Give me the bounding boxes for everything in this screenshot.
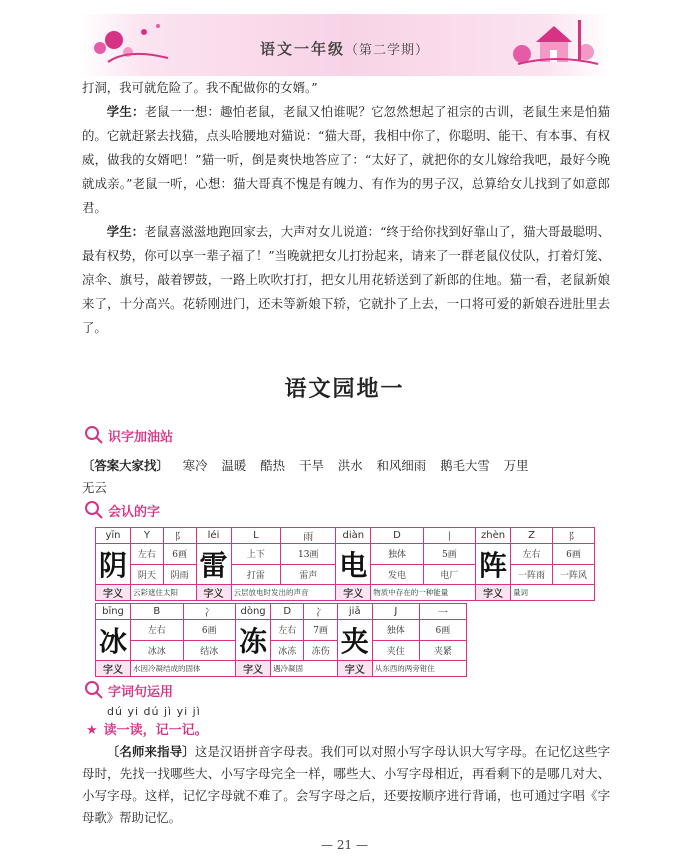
header-main: 语文一年级 bbox=[259, 40, 345, 58]
header-title bbox=[0, 38, 689, 59]
char-pinyin: jiā bbox=[337, 604, 372, 620]
char-word: 阴雨 bbox=[163, 564, 196, 585]
char-word: 冰冰 bbox=[131, 640, 184, 661]
char-letter: B bbox=[131, 604, 184, 620]
meaning-label: 字义 bbox=[96, 585, 131, 601]
guide-paragraph bbox=[82, 741, 610, 829]
char-word: 一阵雨 bbox=[511, 564, 553, 585]
story-para2 bbox=[82, 220, 610, 340]
char-radical: 阝 bbox=[163, 528, 196, 544]
char-strokes: 13画 bbox=[281, 544, 336, 565]
page-number: — 21 — bbox=[321, 838, 368, 852]
char-word: 发电 bbox=[371, 564, 423, 585]
char-pinyin: zhèn bbox=[476, 528, 511, 544]
char-structure: 左右 bbox=[131, 620, 184, 641]
char-word: 阴天 bbox=[131, 564, 164, 585]
character-table-row2 bbox=[95, 603, 467, 677]
answer-word: 和风细雨 bbox=[376, 458, 427, 473]
subhead-recognize bbox=[84, 500, 160, 520]
char-meaning: 量词 bbox=[511, 585, 595, 601]
char-word: 电厂 bbox=[423, 564, 475, 585]
answer-word: 洪水 bbox=[337, 458, 363, 473]
char-letter: L bbox=[231, 528, 281, 544]
character-table-row1 bbox=[95, 527, 595, 601]
speaker-label: 学生： bbox=[106, 104, 145, 119]
subhead-label: 会认的字 bbox=[108, 504, 161, 520]
char-glyph: 雷 bbox=[196, 544, 231, 585]
char-glyph: 冰 bbox=[96, 620, 131, 661]
meaning-label: 字义 bbox=[337, 661, 372, 677]
meaning-label: 字义 bbox=[336, 585, 371, 601]
char-letter: D bbox=[371, 528, 423, 544]
char-letter: J bbox=[372, 604, 419, 620]
answer-word-tail: 无云 bbox=[82, 480, 107, 495]
char-word: 雷声 bbox=[281, 564, 336, 585]
char-letter: Z bbox=[511, 528, 553, 544]
char-strokes: 6画 bbox=[183, 620, 236, 641]
char-glyph: 电 bbox=[336, 544, 371, 585]
header-subtitle: （第二学期） bbox=[345, 43, 430, 58]
teacher-guide bbox=[82, 741, 610, 829]
char-radical: 冫 bbox=[304, 604, 337, 620]
answer-word: 温暖 bbox=[221, 458, 247, 473]
char-strokes: 6画 bbox=[163, 544, 196, 565]
guide-text: 这是汉语拼音字母表。我们可以对照小写字母认识大写字母。在记忆这些字母时，先找一找哪些大、小写字母完全一样，哪些大、小写字母相近，再看剩下的是哪几对大、小写字母。这样，记忆字母就不难了。会写字母之后，还要按顺序进行背诵，也可通过字唱《字母歌》帮助记忆。 bbox=[82, 744, 611, 825]
answer-word: 干旱 bbox=[299, 458, 324, 473]
exercise-text: 读一读，记一记。 bbox=[103, 723, 208, 738]
char-letter: D bbox=[271, 604, 304, 620]
story-text bbox=[82, 76, 610, 340]
char-strokes: 6画 bbox=[553, 544, 595, 565]
story-para1-text: 老鼠一一想：趣怕老鼠，老鼠又怕谁呢？它忽然想起了祖宗的古训，老鼠生来是怕猫的。它就赶紧去找猫，点头哈腰地对猫说：“猫大哥，我相中你了，你聪明、能干、有本事、有权威，做我的女婿吧！”猫一听，倒是爽快地答应了：“太好了，就把你的女儿嫁给我吧，最好今晚就成亲。”老鼠一听，心想：猫大哥真不愧是有魄力、有作为的男子汉，总算给女儿找到了如意郎君。 bbox=[82, 104, 611, 215]
char-structure: 上下 bbox=[231, 544, 281, 565]
meaning-label: 字义 bbox=[236, 661, 271, 677]
magnifier-icon bbox=[84, 500, 104, 520]
star-icon: ★ bbox=[86, 723, 98, 738]
char-pinyin: diàn bbox=[336, 528, 371, 544]
char-word: 冰冻 bbox=[271, 640, 304, 661]
char-word: 夹紧 bbox=[419, 640, 466, 661]
char-structure: 独体 bbox=[372, 620, 419, 641]
char-strokes: 6画 bbox=[419, 620, 466, 641]
meaning-label: 字义 bbox=[196, 585, 231, 601]
char-glyph: 阵 bbox=[476, 544, 511, 585]
char-pinyin: dòng bbox=[236, 604, 271, 620]
subhead-literacy bbox=[84, 425, 173, 445]
char-structure: 独体 bbox=[371, 544, 423, 565]
speaker-label: 学生： bbox=[106, 224, 145, 239]
char-word: 冻伤 bbox=[304, 640, 337, 661]
char-radical: 丨 bbox=[423, 528, 475, 544]
char-word: 结冰 bbox=[183, 640, 236, 661]
char-pinyin: léi bbox=[196, 528, 231, 544]
magnifier-icon bbox=[84, 680, 104, 700]
char-letter: Y bbox=[131, 528, 164, 544]
char-radical: 冫 bbox=[183, 604, 236, 620]
char-radical: 阝 bbox=[553, 528, 595, 544]
char-word: 打雷 bbox=[231, 564, 281, 585]
exercise-title bbox=[86, 719, 208, 738]
char-meaning: 水因冷凝结成的固体 bbox=[131, 661, 236, 677]
char-glyph: 夹 bbox=[337, 620, 372, 661]
guide-tag: 〔名师来指导〕 bbox=[106, 744, 195, 759]
answer-word: 万里 bbox=[503, 458, 529, 473]
char-pinyin: yīn bbox=[96, 528, 131, 544]
char-structure: 左右 bbox=[511, 544, 553, 565]
story-line0: 打洞，我可就危险了。我不配做你的女婿。” bbox=[82, 80, 318, 95]
subhead-usage bbox=[84, 680, 173, 700]
meaning-label: 字义 bbox=[476, 585, 511, 601]
exercise-pinyin: dú yi dú jì yi jì bbox=[107, 705, 201, 718]
char-word: 夹住 bbox=[372, 640, 419, 661]
story-para2-text: 老鼠喜滋滋地跑回家去，大声对女儿说道：“终于给你找到好靠山了，猫大哥最聪明、最有权势，你可以享一辈子福了！”当晚就把女儿打扮起来，请来了一群老鼠仪仗队，打着灯笼、凉伞、旗号，敲着锣鼓，一路上吹吹打打，把女儿用花轿送到了新郎的住地。猫一看，老鼠新娘来了，十分高兴。花轿刚进门，还未等新娘下轿，它就扑了上去，一口将可爱的新娘吞进肚里去了。 bbox=[82, 224, 610, 335]
char-strokes: 7画 bbox=[304, 620, 337, 641]
char-pinyin: bīng bbox=[96, 604, 131, 620]
char-meaning: 云彩遮住太阳 bbox=[131, 585, 197, 601]
answer-words bbox=[82, 455, 610, 499]
char-meaning: 物质中存在的一种能量 bbox=[371, 585, 476, 601]
char-meaning: 云层放电时发出的声音 bbox=[231, 585, 336, 601]
char-glyph: 阴 bbox=[96, 544, 131, 585]
char-radical: 雨 bbox=[281, 528, 336, 544]
char-meaning: 从东西的两旁钳住 bbox=[372, 661, 466, 677]
magnifier-icon bbox=[84, 425, 104, 445]
char-radical: 一 bbox=[419, 604, 466, 620]
answer-word: 酷热 bbox=[260, 458, 286, 473]
char-structure: 左右 bbox=[131, 544, 164, 565]
char-strokes: 5画 bbox=[423, 544, 475, 565]
meaning-label: 字义 bbox=[96, 661, 131, 677]
answer-word: 寒冷 bbox=[182, 458, 208, 473]
char-glyph: 冻 bbox=[236, 620, 271, 661]
answer-tag: 〔答案大家找〕 bbox=[82, 458, 169, 473]
subhead-label: 字词句运用 bbox=[108, 684, 174, 700]
char-word: 一阵风 bbox=[553, 564, 595, 585]
answer-word: 鹅毛大雪 bbox=[440, 458, 490, 473]
char-structure: 左右 bbox=[271, 620, 304, 641]
subhead-label: 识字加油站 bbox=[108, 429, 174, 445]
char-meaning: 遇冷凝固 bbox=[271, 661, 338, 677]
story-para1 bbox=[82, 100, 610, 220]
section-title: 语文园地一 bbox=[284, 377, 405, 402]
